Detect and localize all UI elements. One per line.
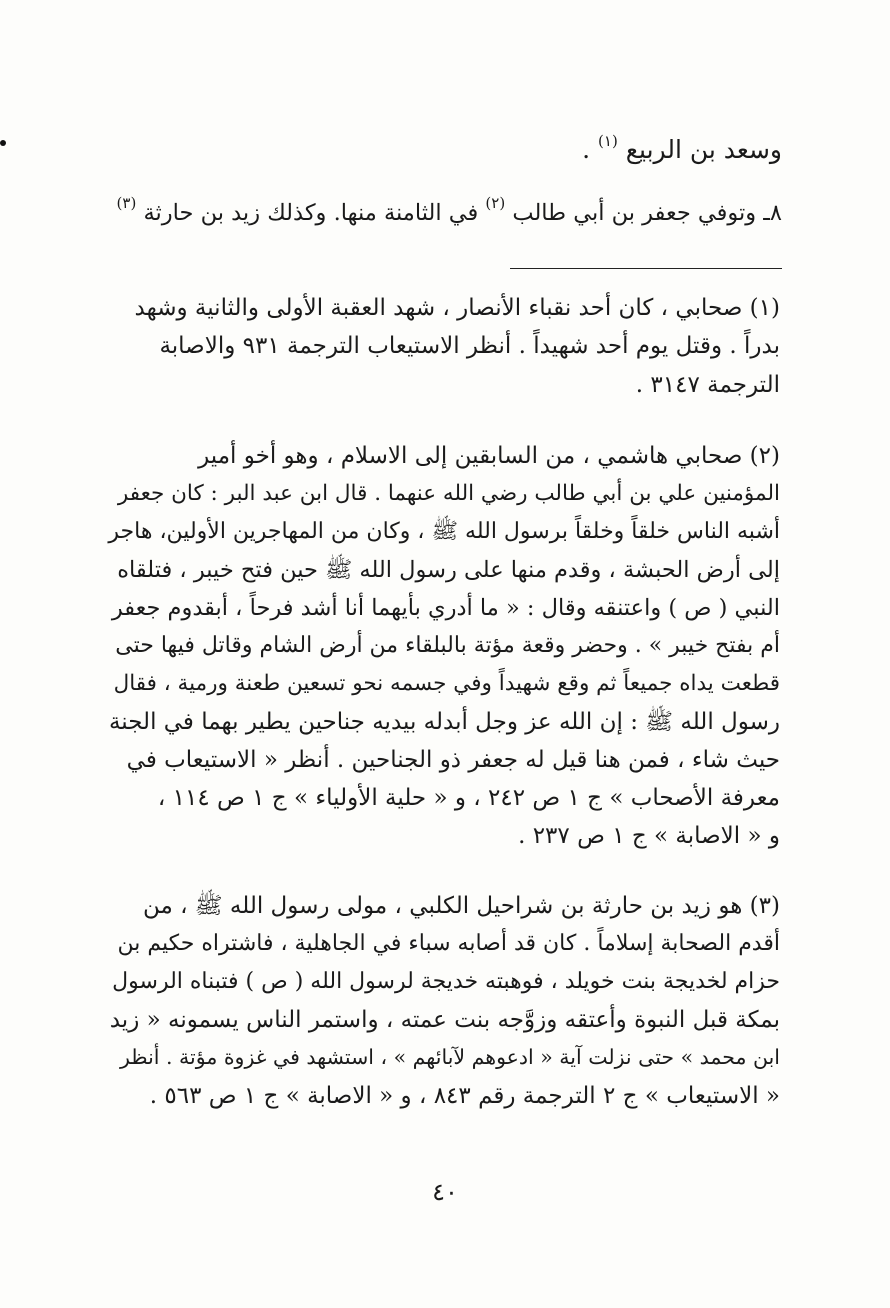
footnote-line: (١) صحابي ، كان أحد نقباء الأنصار ، شهد العقبة الأولى والثانية وشهد — [134, 295, 780, 321]
footnote-line: أم بفتح خيبر » . وحضر وقعة مؤتة بالبلقاء من أرض الشام وقاتل فيها حتى — [115, 633, 780, 658]
footnote-line: قطعت يداه جميعاً ثم وقع شهيداً وفي جسمه نحو تسعين طعنة ورمية ، فقال — [113, 671, 780, 696]
body-text: ٨ـ وتوفي جعفر بن أبي طالب — [512, 200, 782, 226]
body-text: . — [582, 135, 591, 164]
margin-mark — [0, 140, 6, 146]
footnote-line: الترجمة ٣١٤٧ . — [635, 372, 780, 398]
footnote-ref-1[interactable]: (١) — [598, 132, 618, 150]
footnote-line: النبي ( ص ) واعتنقه وقال : « ما أدري بأيهما أنا أشد فرحاً ، أبقدوم جعفر — [111, 595, 780, 621]
footnote-line: بدراً . وقتل يوم أحد شهيداً . أنظر الاستيعاب الترجمة ٩٣١ والاصابة — [159, 333, 780, 359]
footnote-ref-3[interactable]: (٣) — [116, 194, 137, 212]
footnote-line: و « الاصابة » ج ١ ص ٢٣٧ . — [518, 823, 780, 849]
footnote-line: « الاستيعاب » ج ٢ الترجمة رقم ٨٤٣ ، و « الاصابة » ج ١ ص ٥٦٣ . — [149, 1083, 780, 1109]
footnote-line: حزام لخديجة بنت خويلد ، فوهبته خديجة لرسول الله ( ص ) فتبناه الرسول — [112, 969, 780, 994]
footnote-line: (٢) صحابي هاشمي ، من السابقين إلى الاسلام ، وهو أخو أمير — [198, 443, 780, 469]
footnote-line: إلى أرض الحبشة ، وقدم منها على رسول الله ﷺ حين فتح خيبر ، فتلقاه — [117, 557, 780, 583]
footnote-line: المؤمنين علي بن أبي طالب رضي الله عنهما . قال ابن عبد البر : كان جعفر — [117, 481, 780, 506]
footnote-ref-2[interactable]: (٢) — [485, 194, 506, 212]
footnote-line: حيث شاء ، فمن هنا قيل له جعفر ذو الجناحين . أنظر « الاستيعاب في — [126, 747, 780, 773]
footnote-line: (٣) هو زيد بن حارثة بن شراحيل الكلبي ، مولى رسول الله ﷺ ، من — [142, 893, 780, 919]
footnote-line: أقدم الصحابة إسلاماً . كان قد أصابه سباء في الجاهلية ، فاشتراه حكيم بن — [117, 931, 780, 956]
body-text: في الثامنة منها. وكذلك زيد بن حارثة — [143, 200, 479, 226]
body-line-1 — [582, 132, 782, 165]
footnote-line: معرفة الأصحاب » ج ١ ص ٢٤٢ ، و « حلية الأولياء » ج ١ ص ١١٤ ، — [157, 785, 780, 811]
body-text: وسعد بن الربيع — [625, 135, 782, 164]
footnote-separator — [510, 268, 782, 269]
footnote-line: رسول الله ﷺ : إن الله عز وجل أبدله بيديه جناحين يطير بهما في الجنة — [108, 709, 780, 735]
footnote-line: ابن محمد » حتى نزلت آية « ادعوهم لآبائهم » ، استشهد في غزوة مؤتة . أنظر — [119, 1045, 780, 1069]
page-number: ٤٠ — [432, 1178, 458, 1206]
body-line-2 — [116, 194, 782, 227]
footnote-line: بمكة قبل النبوة وأعتقه وزوَّجه بنت عمته ، واستمر الناس يسمونه « زيد — [109, 1007, 780, 1033]
footnote-line: أشبه الناس خلقاً وخلقاً برسول الله ﷺ ، وكان من المهاجرين الأولين، هاجر — [108, 519, 780, 544]
